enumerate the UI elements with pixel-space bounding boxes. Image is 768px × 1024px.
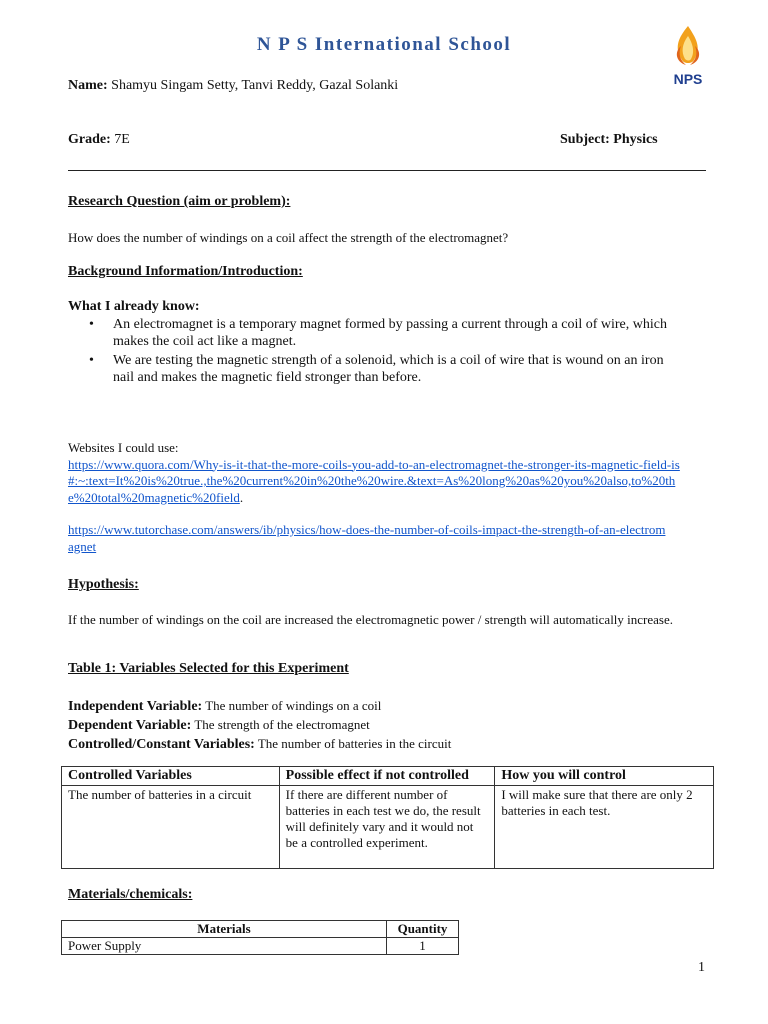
- name-label: Name:: [68, 78, 108, 93]
- background-heading: Background Information/Introduction:: [68, 264, 303, 279]
- table-header-row: [62, 921, 459, 938]
- name-value: Shamyu Singam Setty, Tanvi Reddy, Gazal Solanki: [111, 78, 399, 93]
- already-know-heading: What I already know:: [68, 299, 200, 314]
- table-header-row: [62, 767, 714, 786]
- grade-line: [68, 132, 130, 148]
- websites-block: [68, 440, 708, 506]
- table-header: Quantity: [387, 921, 459, 938]
- logo-text: NPS: [673, 71, 703, 87]
- school-title: N P S International School: [256, 34, 512, 55]
- table-cell: 1: [387, 938, 459, 955]
- table-header: Possible effect if not controlled: [279, 767, 495, 786]
- research-heading: Research Question (aim or problem):: [68, 194, 291, 209]
- subject-line: [560, 132, 658, 148]
- subject-label: Subject:: [560, 132, 610, 147]
- variables-table-heading: Table 1: Variables Selected for this Experiment: [68, 661, 349, 676]
- subject-value: Physics: [613, 132, 658, 147]
- grade-label: Grade:: [68, 132, 111, 147]
- table-row: [62, 786, 714, 869]
- nps-logo: [664, 24, 716, 88]
- table-header: Materials: [62, 921, 387, 938]
- dependent-variable: [68, 716, 451, 735]
- table-cell: Power Supply: [62, 938, 387, 955]
- controlled-variable: [68, 735, 451, 754]
- controlled-variables-table: [61, 766, 714, 869]
- background-bullet-list: [88, 316, 688, 388]
- controlled-label: Controlled/Constant Variables:: [68, 737, 255, 752]
- independent-variable: [68, 697, 451, 716]
- materials-table: [61, 920, 459, 955]
- flame-icon: [664, 24, 712, 72]
- hypothesis-heading: Hypothesis:: [68, 577, 139, 592]
- link1-suffix: .: [239, 489, 244, 505]
- hypothesis-text: If the number of windings on the coil are increased the electromagnetic power / strength will automatically increase.: [68, 612, 674, 627]
- table-cell: I will make sure that there are only 2 batteries in each test.: [495, 786, 714, 869]
- bullet-item: • An electromagnet is a temporary magnet formed by passing a current through a coil of wire, which makes the coil act like a magnet.: [88, 316, 688, 350]
- variables-list: [68, 697, 451, 754]
- table-header: Controlled Variables: [62, 767, 280, 786]
- header-divider: [68, 170, 706, 171]
- table-row: [62, 938, 459, 955]
- materials-heading: Materials/chemicals:: [68, 887, 193, 902]
- controlled-value: The number of batteries in the circuit: [257, 736, 452, 751]
- dependent-value: The strength of the electromagnet: [194, 717, 370, 732]
- quora-link[interactable]: https://www.quora.com/Why-is-it-that-the-more-coils-you-add-to-an-electromagnet-the-stronger-its-magnetic-field-is#:~:text=It%20is%20true.,the%20current%20in%20the%20wire.&text=As%20long%20as%20you%20also,to%20the%20total%20magnetic%20field: [68, 456, 680, 505]
- dependent-label: Dependent Variable:: [68, 718, 192, 733]
- grade-value: 7E: [114, 132, 130, 147]
- research-question: How does the number of windings on a coil affect the strength of the electromagnet?: [68, 230, 509, 245]
- name-line: [68, 78, 398, 94]
- tutorchase-link[interactable]: https://www.tutorchase.com/answers/ib/physics/how-does-the-number-of-coils-impact-the-strength-of-an-electromagnet: [68, 522, 666, 554]
- table-cell: If there are different number of batteries in each test we do, the result will definitely vary and it would not be a controlled experiment.: [279, 786, 495, 869]
- table-header: How you will control: [495, 767, 714, 786]
- independent-label: Independent Variable:: [68, 699, 203, 714]
- bullet-item: • We are testing the magnetic strength of a solenoid, which is a coil of wire that is wound on an iron nail and makes the magnetic field stronger than before.: [88, 352, 688, 386]
- websites-label: Websites I could use:: [68, 440, 179, 455]
- tutorchase-block: [68, 522, 708, 555]
- independent-value: The number of windings on a coil: [205, 698, 382, 713]
- table-cell: The number of batteries in a circuit: [62, 786, 280, 869]
- page-number: 1: [698, 960, 705, 975]
